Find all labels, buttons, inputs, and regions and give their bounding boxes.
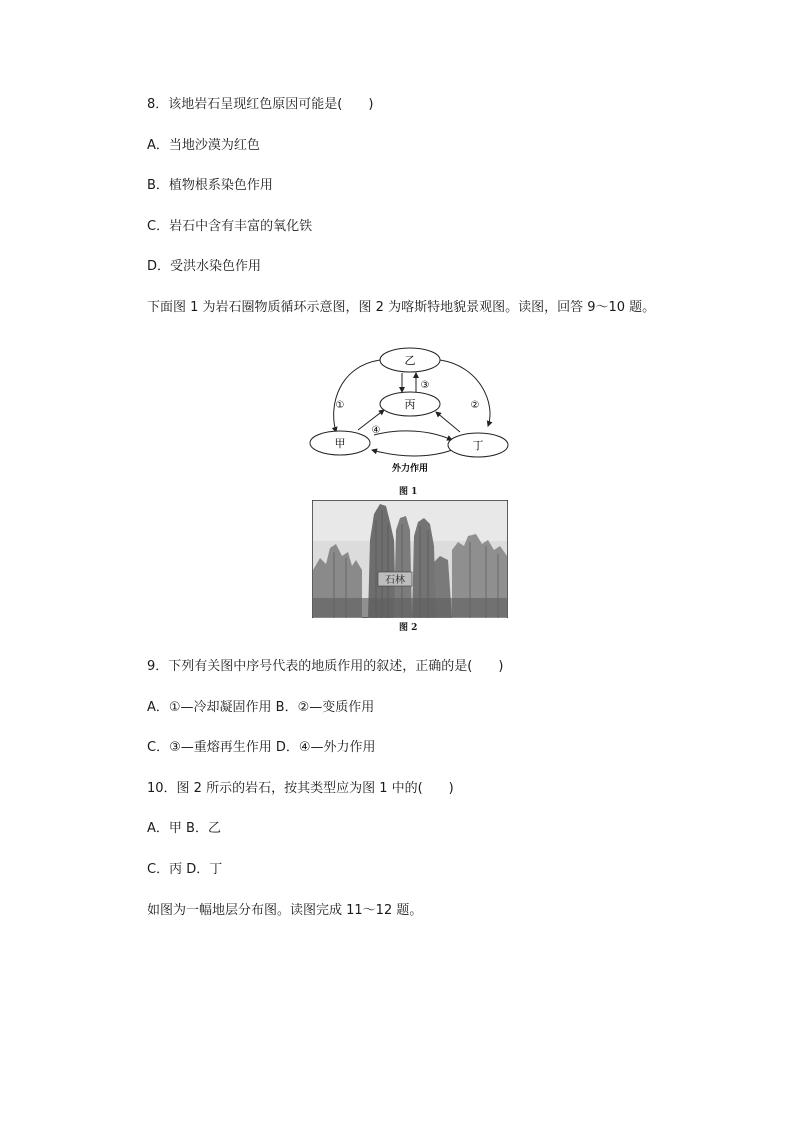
question-10-options-ab: A．甲 B．乙 — [147, 821, 221, 836]
question-9-stem: 9．下列有关图中序号代表的地质作用的叙述，正确的是( ) — [147, 659, 504, 674]
question-8-option-b: B．植物根系染色作用 — [147, 178, 273, 193]
question-9-options-ab: A．①—冷却凝固作用 B．②—变质作用 — [147, 700, 375, 715]
rock-cycle-diagram — [300, 344, 520, 494]
stone-forest-inscription: 石林 — [385, 575, 405, 586]
label-4: ④ — [371, 425, 381, 436]
node-jia-label: 甲 — [334, 437, 346, 450]
arrow-ding-to-jia — [372, 450, 452, 456]
intro-questions-11-12: 如图为一幅地层分布图。读图完成 11～12 题。 — [147, 903, 423, 918]
label-1: ① — [335, 400, 345, 411]
arrow-yi-to-ding — [440, 360, 490, 426]
node-ding-label: 丁 — [472, 439, 484, 452]
arrow-jia-to-ding — [374, 431, 452, 440]
label-external-force: 外力作用 — [391, 464, 429, 474]
question-10-stem: 10．图 2 所示的岩石，按其类型应为图 1 中的( ) — [147, 781, 454, 796]
question-8-stem: 8．该地岩石呈现红色原因可能是( ) — [147, 97, 374, 112]
question-9-options-cd: C．③—重熔再生作用 D．④—外力作用 — [147, 740, 376, 755]
figure-1-caption: 图 1 — [399, 487, 418, 497]
karst-landscape-photo — [312, 500, 508, 618]
node-bing-label: 丙 — [404, 398, 416, 411]
question-8-option-d: D．受洪水染色作用 — [147, 259, 262, 274]
node-yi-label: 乙 — [404, 354, 416, 367]
intro-questions-9-10: 下面图 1 为岩石圈物质循环示意图，图 2 为喀斯特地貌景观图。读图，回答 9～10 题。 — [147, 300, 656, 315]
question-8-option-a: A．当地沙漠为红色 — [147, 138, 260, 153]
label-2: ② — [470, 400, 480, 411]
arrow-yi-to-jia — [334, 360, 380, 432]
question-10-options-cd: C．丙 D．丁 — [147, 862, 223, 877]
figure-2-caption: 图 2 — [399, 623, 418, 633]
question-8-option-c: C．岩石中含有丰富的氧化铁 — [147, 219, 313, 234]
label-3: ③ — [420, 380, 430, 391]
arrow-ding-to-bing — [436, 412, 460, 432]
